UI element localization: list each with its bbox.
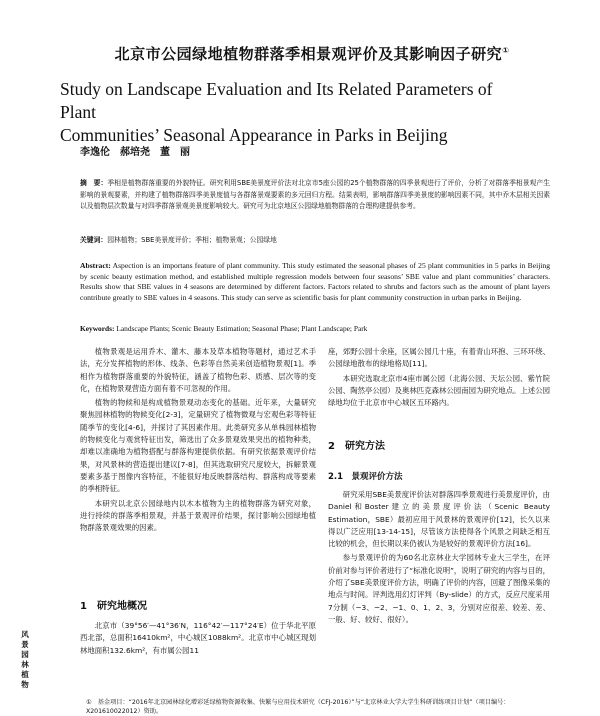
chinese-keywords-label: 关键词： [80, 236, 108, 244]
right-column [328, 346, 550, 411]
chinese-keywords [80, 234, 550, 244]
study-site-paragraph: 本研究选取北京市4座市属公园（北海公园、天坛公园、紫竹院公园、陶然亭公园）及奥林匹克森林公园南园为研究地点。上述公园绿地均位于北京市中心城区五环路内。 [328, 373, 550, 408]
left-column [80, 346, 316, 536]
section-2-1-heading: 2.1 景观评价方法 [328, 472, 403, 482]
section-2-1-body [328, 489, 550, 628]
intro-paragraph-3: 本研究以北京公园绿地内以木本植物为主的植物群落为研究对象，进行持续的群落季相景观，并基于景观评价结果，探讨影响公园绿地植物群落景观效果的因素。 [80, 498, 316, 533]
english-keywords [80, 324, 550, 333]
chinese-abstract-text: 季相是植物群落重要的外貌特征。研究利用SBE美景度评价法对北京市5座公园的25个植物群落的四季景观进行了评价，分析了对群落季相景观产生影响的景观要素，并构建了植物群落四季美景度值与各群落景观要素的多元回归方程。结果表明，影响群落四季美景度的影响因素不同，其中乔木层相关因素以及植物层次数量与对四季群落景观美景度影响较大。研究可为北京地区公园绿地植物群落的合理构建提供参考。 [80, 179, 551, 210]
title-footnote-mark: ① [502, 46, 510, 55]
intro-paragraph-2: 植物的物候和是构成植物景观动态变化的基础。近年来，大量研究聚焦园林植物的物候变化[2-3]，定量研究了植物微观与宏观色彩等特征随季节的变化[4-6]，并探讨了其因素作用。此类研究多从单株园林植物的物候变化与观赏特征出发，筛选出了众多景观效果突出的植物种类，却难以准确地为植物搭配与群落构建提供依据。有研究依据景观评价结果，对风景林的营造提出建议[7-8]，但其选取研究尺度较大，拆解景观要素多基于图像内容特征，不能很好地反映群落结构、群落构成等要素的季相特征。 [80, 398, 316, 494]
section-1-body [80, 620, 316, 659]
english-title [60, 78, 530, 147]
evaluation-procedure-paragraph: 参与景观评价的为60名北京林业大学园林专业大三学生，在评价前对参与评价者进行了“标准化说明”，说明了研究的内容与目的，介绍了SBE美景度评价方法，明确了评价的内容，回避了图像采集的地点与时间。评判选用幻灯评判（By-slide）的方式，反应尺度采用7分制（−3、−2、−1、0、1、2、3，分别对应很差、较差、差、一般、好、较好、很好）。 [328, 553, 550, 624]
sbe-method-paragraph: 研究采用SBE美景度评价法对群落四季景观进行美景度评价，由Daniel和Boster建立的美景度评价法（Scenic Beauty Estimation，SBE）最初应用于风景林的景观评价[12]，长久以来得以广泛应用[13-14-15]，尽管该方法使得各个风景之间缺乏相互比较的机会，但长期以来仍被认为是较好的景观评价方法[16]。 [328, 490, 550, 549]
authors: 李逸伦 郝培尧 董 丽 [80, 147, 190, 158]
chinese-keywords-text: 园林植物；SBE美景度评价；季相；植物景观；公园绿地 [107, 236, 277, 244]
english-abstract-text: Aspection is an importans feature of plant community. This study estimated the seasonal phases of 25 plant communities in 5 parks in Beijing by scenic beauty estimation method, and established multiple regression models between four seasons’ SBE value and plant communities’ characters. Results show that SBE values in 4 seasons are determined by different factors. Factors related to shrubs and factors such as the amount of plant layers contribute greatly to SBE values in 4 seasons. This study can serve as scientific basis for plant community construction in urban parks in Beijing. [80, 261, 551, 302]
chinese-abstract-label: 摘 要： [80, 179, 108, 187]
english-abstract-label: Abstract: [80, 261, 111, 270]
english-abstract [80, 261, 550, 303]
chinese-abstract [80, 178, 550, 213]
chinese-title: 北京市公园绿地植物群落季相景观评价及其影响因子研究① [114, 45, 510, 63]
section-2-heading: 2 研究方法 [328, 441, 385, 452]
journal-side-label: 风景园林植物 [21, 630, 29, 689]
study-area-paragraph: 北京市（39°56′—41°36′N，116°42′—117°24′E）位于华北平原西北部，总面积16410km²，中心城区1088km²。北京市中心城区现划林地面积132.6km²，有市属公园11 [80, 621, 316, 655]
study-area-continued: 座，郊野公园十余座，区属公园几十座，有着青山环抱、三环环绕、公园绿地散布的绿地格局[11]。 [328, 347, 550, 369]
english-keywords-text: Landscape Plants; Scenic Beauty Estimation; Seasonal Phase; Plant Landscape; Park [116, 324, 368, 333]
english-title-line-1: Study on Landscape Evaluation and Its Related Parameters of Plant [60, 79, 493, 122]
english-keywords-label: Keywords: [80, 324, 115, 333]
section-1-heading: 1 研究地概况 [80, 601, 147, 612]
english-title-line-2: Communities’ Seasonal Appearance in Parks in Beijing [60, 125, 448, 145]
footnote: ① 基金项目：“2016年北京园林绿化增彩延绿植物资源收集、快繁与应用技术研究（CFJ-2016）”与“北京林业大学大学生科研训练项目计划”（项目编号：X201610022012）资助。 [86, 699, 510, 715]
intro-paragraph-1: 植物景观是运用乔木、灌木、藤本及草本植物等题材，通过艺术手法，充分发挥植物的形体、线条、色彩等自然美来创造植物景观[1]。季相作为植物群落重要的外貌特征，涵盖了植物色彩、质感、层次等的变化，在植物景观营造方面有着不可忽视的作用。 [80, 347, 316, 393]
